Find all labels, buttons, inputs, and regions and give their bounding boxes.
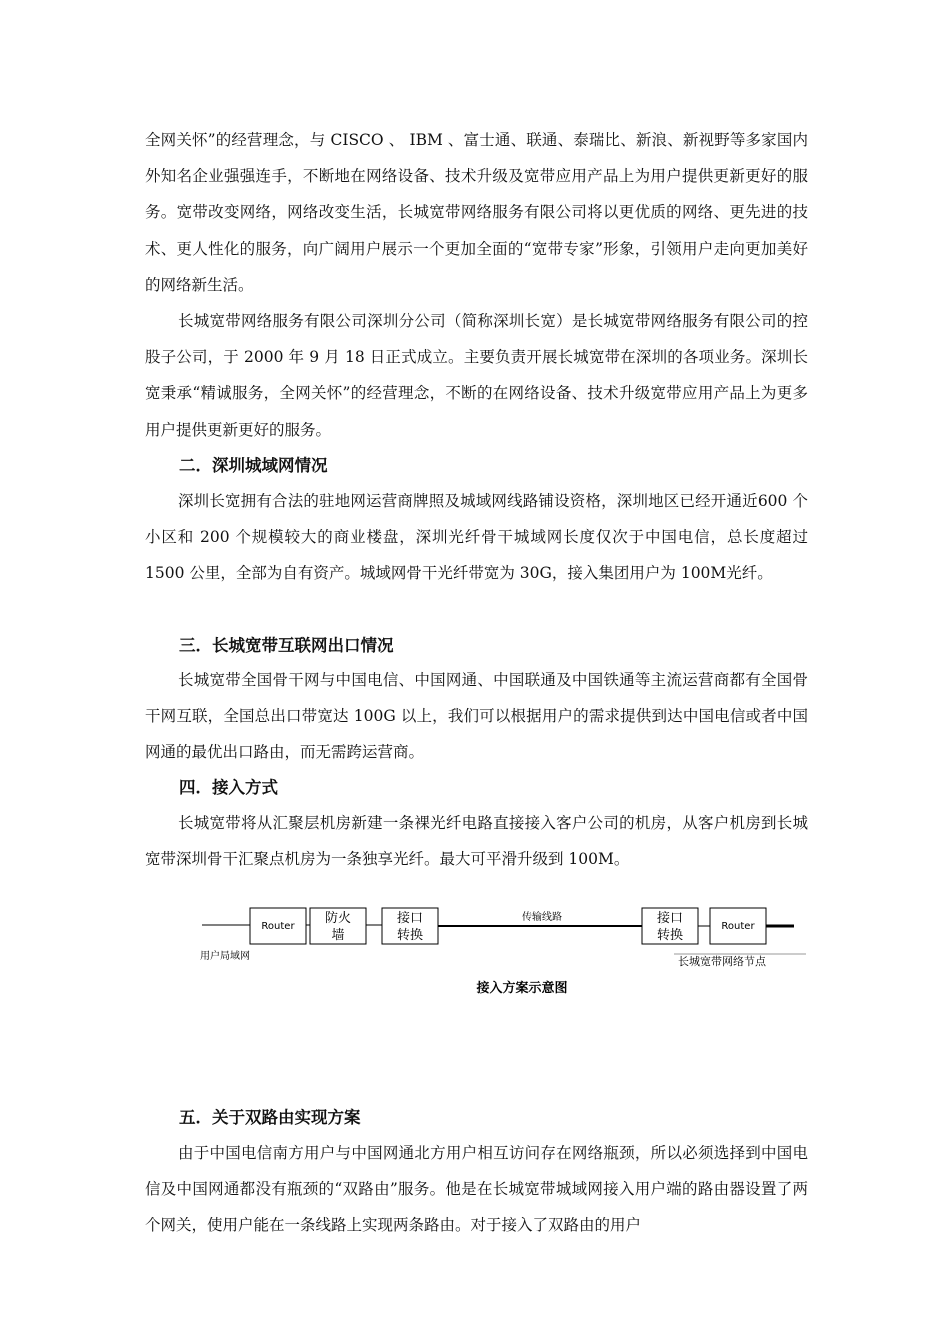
- paragraph-metro-network: 深圳长宽拥有合法的驻地网运营商牌照及城域网线路铺设资格，深圳地区已经开通近600 个小区和 200 个规模较大的商业楼盘，深圳光纤骨干城域网长度仅次于中国电信，总长度超过 1500 公里，全部为自有资产。城域网骨干光纤带宽为 30G，接入集团用户为 100M光纤。: [145, 492, 808, 583]
- paragraph-internet-exit: 长城宽带全国骨干网与中国电信、中国网通、中国联通及中国铁通等主流运营商都有全国骨干网互联，全国总出口带宽达 100G 以上，我们可以根据用户的需求提供到达中国电信或者中国网通的最优出口路由，而无需跨运营商。: [145, 671, 808, 762]
- firewall-label-line1: 防火: [324, 911, 352, 926]
- user-lan-caption: 用户局域网: [200, 951, 250, 962]
- iface-right-label-line2: 转换: [656, 928, 684, 943]
- network-node-caption: 长城宽带网络节点: [678, 955, 766, 968]
- iface-left-label-line1: 接口: [396, 911, 424, 926]
- paragraph-shenzhen-branch: 长城宽带网络服务有限公司深圳分公司（简称深圳长宽）是长城宽带网络服务有限公司的控股子公司，于 2000 年 9 月 18 日正式成立。主要负责开展长城宽带在深圳的各项业务。深圳长宽秉承“精诚服务，全网关怀”的经营理念，不断的在网络设备、技术升级宽带应用产品上为更多用户提供更新更好的服务。: [145, 312, 808, 439]
- heading-dual-routing: 五．关于双路由实现方案: [179, 1108, 361, 1127]
- paragraph-access-method: 长城宽带将从汇聚层机房新建一条裸光纤电路直接接入客户公司的机房，从客户机房到长城宽带深圳骨干汇聚点机房为一条独享光纤。最大可平滑升级到 100M。: [145, 814, 808, 869]
- heading-access-method: 四．接入方式: [179, 778, 278, 797]
- paragraph-company-intro: 全网关怀”的经营理念，与 CISCO 、 IBM 、富士通、联通、泰瑞比、新浪、新视野等多家国内外知名企业强强连手，不断地在网络设备、技术升级及宽带应用产品上为用户提供更新更好的服务。宽带改变网络，网络改变生活，长城宽带网络服务有限公司将以更优质的网络、更先进的技术、更人性化的服务，向广阔用户展示一个更加全面的“宽带专家”形象，引领用户走向更加美好的网络新生活。: [145, 131, 808, 294]
- router-left-label: Router: [261, 921, 295, 932]
- access-scheme-diagram: [196, 900, 816, 1000]
- paragraph-dual-routing: 由于中国电信南方用户与中国网通北方用户相互访问存在网络瓶颈，所以必须选择到中国电信及中国网通都没有瓶颈的“双路由”服务。他是在长城宽带城域网接入用户端的路由器设置了两个网关，使用户能在一条线路上实现两条路由。对于接入了双路由的用户: [145, 1144, 808, 1235]
- diagram-title: 接入方案示意图: [476, 981, 568, 996]
- iface-right-label-line1: 接口: [656, 911, 684, 926]
- router-right-label: Router: [721, 921, 755, 932]
- iface-left-label-line2: 转换: [396, 928, 424, 943]
- heading-internet-exit: 三．长城宽带互联网出口情况: [179, 636, 394, 655]
- transmission-line-label: 传输线路: [522, 912, 562, 923]
- firewall-label-line2: 墙: [331, 928, 345, 943]
- heading-metro-network: 二．深圳城域网情况: [179, 456, 328, 475]
